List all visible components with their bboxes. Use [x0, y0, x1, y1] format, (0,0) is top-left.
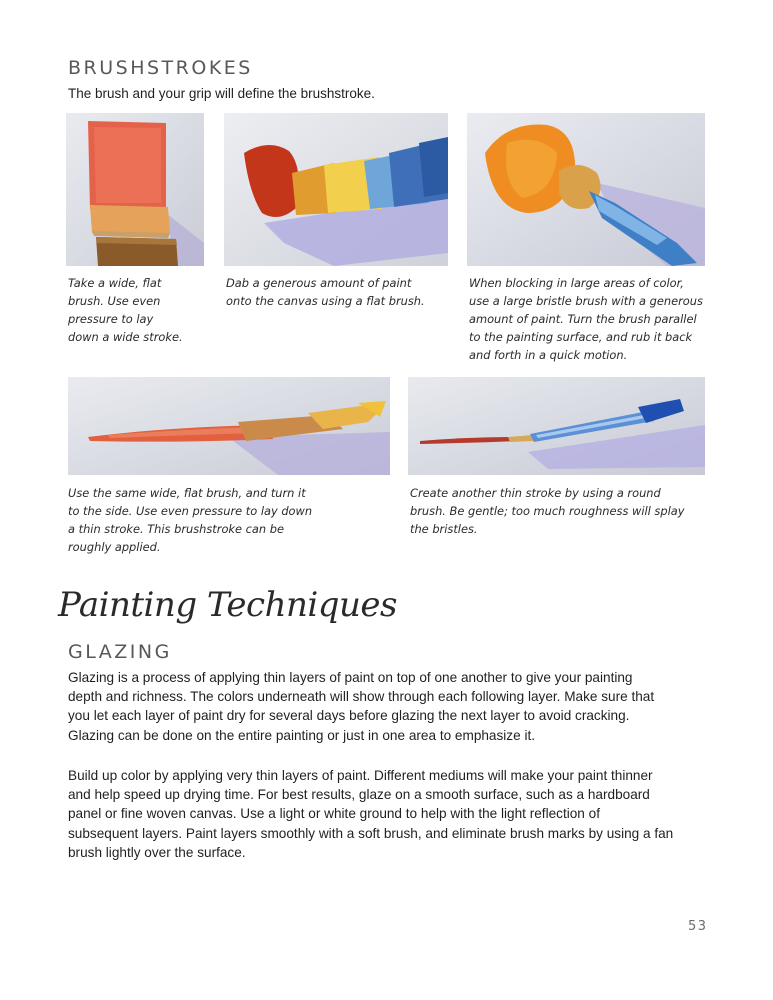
paragraph-line: brush lightly over the surface.	[68, 844, 246, 860]
caption-line: down a wide stroke.	[68, 330, 183, 344]
section-heading-glazing: GLAZING	[68, 641, 172, 663]
brushstrokes-intro: The brush and your grip will define the brushstroke.	[68, 86, 375, 101]
caption-thin-stroke-flat	[68, 484, 398, 556]
caption-line: Use the same wide, flat brush, and turn it	[68, 486, 306, 500]
caption-line: roughly applied.	[68, 540, 161, 554]
caption-thin-stroke-round	[410, 484, 720, 538]
page-number: 53	[688, 919, 708, 934]
caption-line: and forth in a quick motion.	[469, 348, 628, 362]
caption-line: the bristles.	[410, 522, 478, 536]
paragraph-line: Glazing can be done on the entire painting or just in one area to emphasize it.	[68, 727, 536, 743]
paragraph-line: panel or fine woven canvas. Use a light or white ground to help with the light reflection of	[68, 806, 600, 822]
caption-line: a thin stroke. This brushstroke can be	[68, 522, 284, 536]
glazing-paragraph-2	[68, 766, 728, 862]
caption-line: brush. Be gentle; too much roughness will splay	[410, 504, 685, 518]
paragraph-line: you let each layer of paint dry for several days before glazing the next layer to avoid cracking.	[68, 708, 630, 724]
photo-thin-stroke-flat	[68, 377, 390, 475]
paragraph-line: Build up color by applying very thin layers of paint. Different mediums will make your paint thinner	[68, 768, 653, 783]
photo-wide-flat-brush	[66, 113, 204, 266]
caption-line: Create another thin stroke by using a round	[410, 486, 661, 500]
script-title-painting-techniques: Painting Techniques	[58, 585, 397, 625]
caption-blocking-color	[469, 274, 729, 364]
photo-dab-paint	[224, 113, 448, 266]
paragraph-line: and help speed up drying time. For best results, glaze on a smooth surface, such as a hardboard	[68, 787, 650, 803]
caption-wide-flat-brush	[68, 274, 218, 346]
photo-blocking-color	[467, 113, 705, 266]
paragraph-line: subsequent layers. Paint layers smoothly with a soft brush, and eliminate brush marks by using a fan	[68, 825, 674, 841]
caption-line: to the side. Use even pressure to lay down	[68, 504, 313, 518]
caption-line: brush. Use even	[68, 294, 161, 308]
caption-line: Dab a generous amount of paint	[226, 276, 412, 290]
caption-line: Take a wide, flat	[68, 276, 162, 290]
glazing-paragraph-1	[68, 668, 728, 745]
paragraph-line: Glazing is a process of applying thin layers of paint on top of one another to give your painting	[68, 670, 633, 685]
caption-line: When blocking in large areas of color,	[469, 276, 684, 290]
paragraph-line: depth and richness. The colors underneath will show through each following layer. Make sure that	[68, 689, 655, 705]
caption-dab-paint	[226, 274, 456, 310]
caption-line: onto the canvas using a flat brush.	[226, 294, 425, 308]
caption-line: pressure to lay	[68, 312, 154, 326]
section-heading-brushstrokes: BRUSHSTROKES	[68, 57, 253, 79]
caption-line: to the painting surface, and rub it back	[469, 330, 693, 344]
photo-thin-stroke-round	[408, 377, 705, 475]
caption-line: use a large bristle brush with a generous	[469, 294, 703, 308]
caption-line: amount of paint. Turn the brush parallel	[469, 312, 697, 326]
